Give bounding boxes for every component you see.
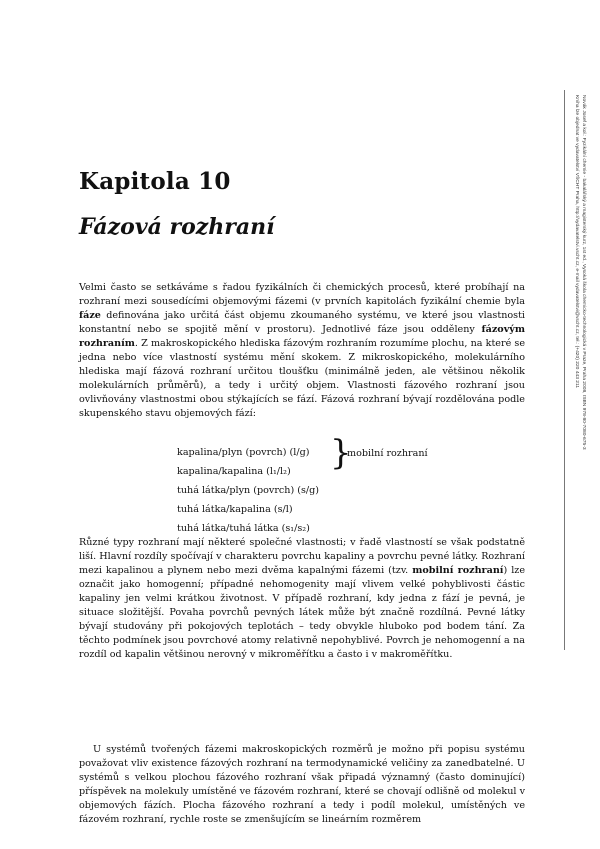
paragraph-2 <box>79 536 525 662</box>
paragraph-1-part-d: . Z makroskopického hlediska fázovým rozhraním rozumíme plochu, na které se jedna nebo více vlastností systému mění skokem. Z mikroskopického, molekulárního hlediska mají fázová rozhraní určitou tloušťku (minimálně jeden, ale většinou několik molekulárních průměrů), a tedy i určitý objem. Vlastnosti fázového rozhraní jsou ovlivňovány vlastnostmi obou stýkajících se fází. Fázová rozhraní bývají rozdělována podle skupenského stavu objemových fází: <box>79 338 525 419</box>
paragraph-1-part-c: definována jako určitá část objemu zkoumaného systému, ve které jsou vlastnosti konstantní nebo se spojitě mění v prostoru). Jednotlivé fáze jsou odděleny <box>79 310 525 335</box>
side-note-line-1: Novák Josef a kol.: Fyzikální chemie - bakalářský a magisterský kurz, 1st ed., Vysoká škola chemicko-technologická v Praze, Praha 2008, ISBN 978-80-7080-675-3 <box>581 95 586 450</box>
brace-label: mobilní rozhraní <box>347 448 428 459</box>
side-rule <box>564 90 565 650</box>
chapter-heading: Kapitola 10 <box>79 168 231 195</box>
paragraph-3: U systémů tvořených fázemi makroskopických rozměrů je možno při popisu systému považovat vliv existence fázových rozhraní na termodynamické veličiny za zanedbatelné. U systémů s velkou plochou fázového rozhraní však připadá významný (často dominující) příspěvek na molekuly umístěné ve fázovém rozhraní, které se chovají odlišně od molekul v objemových fázích. Plocha fázového rozhraní a tedy i podíl molekul, umístěných ve fázovém rozhraní, rychle roste se zmenšujícím se lineárním rozměrem <box>79 744 525 825</box>
paragraph-1-part-a: Velmi často se setkáváme s řadou fyzikálních či chemických procesů, které probíhají na rozhraní mezi sousedícími objemovými fázemi (v prvních kapitolách fyzikální chemie byla <box>79 282 525 307</box>
interface-type-list <box>177 443 319 538</box>
list-item: kapalina/kapalina (l₁/l₂) <box>177 466 291 477</box>
list-item: tuhá látka/plyn (povrch) (s/g) <box>177 485 320 496</box>
brace-symbol: } <box>330 433 352 473</box>
paragraph-2-part-c: ) lze označit jako homogenní; případné nehomogenity mají vlivem velké pohyblivosti částic kapaliny jen velmi krátkou životnost. V případě rozhraní, kdy jedna z fází je pevná, je situace složitější. Povaha povrchů pevných látek může být značně rozdílná. Pevné látky bývají studovány při pokojových teplotách – tedy obvykle hluboko pod bodem tání. Za těchto podmínek jsou povrchové atomy relativně nepohyblivé. Povrch je nehomogenní a na rozdíl od kapalin většinou nerovný v mikroměřítku a často i v makroměřítku. <box>79 565 526 660</box>
paragraph-2-part-a: Různé typy rozhraní mají některé společné vlastnosti; v řadě vlastností se však podstatně liší. Hlavní rozdíly spočívají v charakteru povrchu kapaliny a povrchu pevné látky. Rozhraní mezi kapalinou a plynem nebo mezi dvěma kapalnými fázemi (tzv. <box>79 537 525 576</box>
term-fazove-rozhrani: fázovým rozhraním <box>79 324 525 349</box>
paragraph-1 <box>79 281 525 421</box>
term-faze: fáze <box>79 310 101 321</box>
chapter-title: Fázová rozhraní <box>79 214 275 240</box>
term-mobilni-rozhrani: mobilní rozhraní <box>412 565 504 576</box>
side-note <box>573 95 586 635</box>
list-item: tuhá látka/kapalina (s/l) <box>177 504 293 515</box>
list-item: kapalina/plyn (povrch) (l/g) <box>177 447 310 458</box>
side-note-line-2: Kniha lze objednat ve vydavatelství VŠCHT Praha, http://vydavatelstvi.vscht.cz, e-mail vydavatelstvi@vscht.cz, tel.: (+420) 220 443 211 <box>574 95 580 389</box>
list-item: tuhá látka/tuhá látka (s₁/s₂) <box>177 523 310 534</box>
